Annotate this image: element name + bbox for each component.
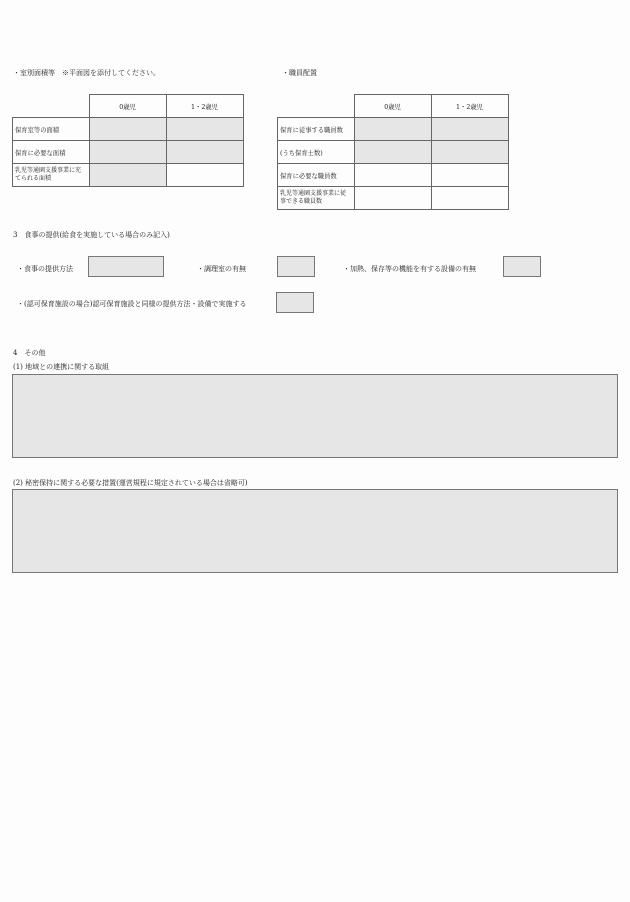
- staff-row-label-support: 乳児等通園支援事業に従事できる職員数: [278, 187, 355, 210]
- staff-cell-teachers-age12[interactable]: [431, 141, 508, 164]
- area-header-age0: 0歳児: [89, 95, 166, 118]
- confidentiality-field[interactable]: [12, 489, 618, 573]
- area-cell-required-age12[interactable]: [166, 141, 243, 164]
- heating-field[interactable]: [503, 256, 541, 277]
- confidentiality-label: (2) 秘密保持に関する必要な措置(運営規程に規定されている場合は省略可): [13, 479, 248, 487]
- licensed-label: ・(認可保育施設の場合)認可保育施設と同様の提供方法・設備で実施する: [17, 300, 247, 308]
- area-header-age12: 1・2歳児: [166, 95, 243, 118]
- staff-cell-teachers-age0[interactable]: [354, 141, 431, 164]
- area-cell-room-age12[interactable]: [166, 118, 243, 141]
- staff-cell-engaged-age0[interactable]: [354, 118, 431, 141]
- staff-cell-required-age12[interactable]: [431, 164, 508, 187]
- staff-row-label-engaged: 保育に従事する職員数: [278, 118, 355, 141]
- kitchen-field[interactable]: [277, 256, 315, 277]
- area-cell-required-age0[interactable]: [89, 141, 166, 164]
- kitchen-label: ・調理室の有無: [197, 265, 246, 273]
- staff-table: [277, 94, 509, 210]
- area-heading: ・室別面積等 ※平面図を添付してください。: [13, 69, 160, 77]
- area-row-label-support: 乳児等通園支援事業に充てられる面積: [13, 164, 90, 187]
- area-row-label-required: 保育に必要な面積: [13, 141, 90, 164]
- section3-heading: 3 食事の提供(給食を実施している場合のみ記入): [13, 231, 170, 239]
- staff-table-corner: [278, 95, 355, 118]
- staff-cell-required-age0[interactable]: [354, 164, 431, 187]
- regional-cooperation-field[interactable]: [12, 374, 618, 458]
- section4-heading: 4 その他: [13, 349, 46, 357]
- staff-row-label-required: 保育に必要な職員数: [278, 164, 355, 187]
- area-cell-support-age0[interactable]: [89, 164, 166, 187]
- meal-method-label: ・食事の提供方法: [17, 265, 73, 273]
- area-table: [12, 94, 244, 187]
- area-cell-support-age12[interactable]: [166, 164, 243, 187]
- staff-header-age12: 1・2歳児: [431, 95, 508, 118]
- staff-heading: ・職員配置: [282, 69, 317, 77]
- meal-method-field[interactable]: [88, 256, 164, 277]
- area-cell-room-age0[interactable]: [89, 118, 166, 141]
- staff-header-age0: 0歳児: [354, 95, 431, 118]
- regional-cooperation-label: (1) 地域との連携に関する取組: [13, 363, 110, 371]
- staff-cell-engaged-age12[interactable]: [431, 118, 508, 141]
- licensed-field[interactable]: [276, 292, 314, 313]
- staff-cell-support-age0[interactable]: [354, 187, 431, 210]
- area-row-label-room: 保育室等の面積: [13, 118, 90, 141]
- staff-row-label-nursery-teachers: (うち保育士数): [278, 141, 355, 164]
- area-table-corner: [13, 95, 90, 118]
- heating-label: ・加熱、保存等の機能を有する設備の有無: [343, 265, 476, 273]
- staff-cell-support-age12[interactable]: [431, 187, 508, 210]
